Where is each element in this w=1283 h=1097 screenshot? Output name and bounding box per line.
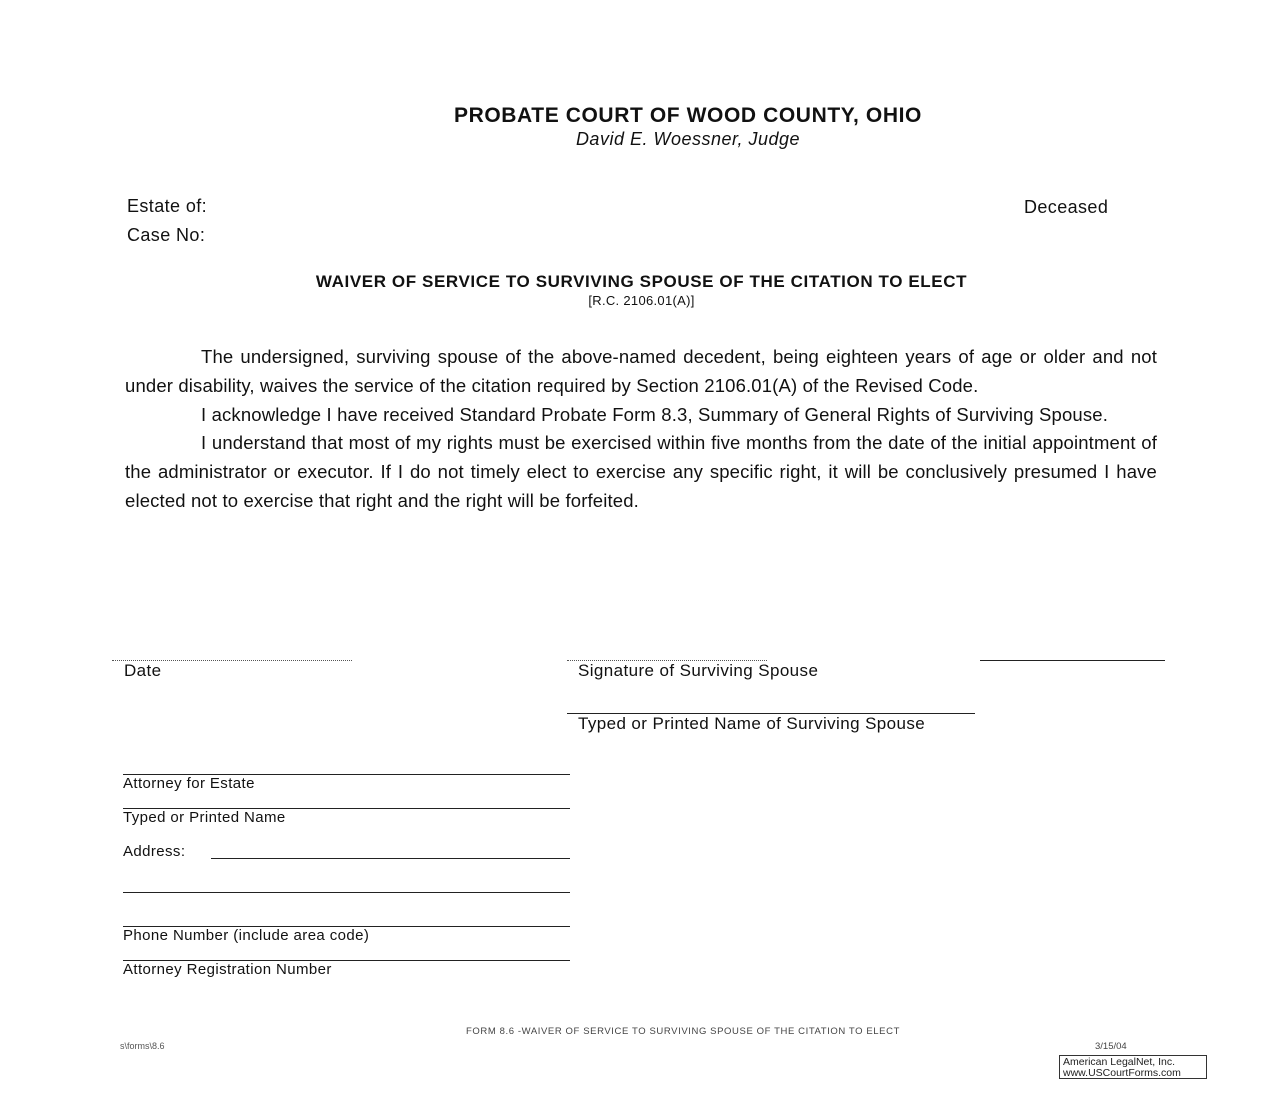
publisher-stamp: [1059, 1055, 1207, 1079]
statute-reference: [R.C. 2106.01(A)]: [588, 293, 695, 308]
date-label: Date: [124, 661, 162, 680]
publisher-url: www.USCourtForms.com: [1063, 1066, 1181, 1079]
footer-form-name: FORM 8.6 -WAIVER OF SERVICE TO SURVIVING SPOUSE OF THE CITATION TO ELECT: [465, 1026, 900, 1037]
estate-of-label: Estate of:: [127, 196, 208, 216]
case-number-label: Case No:: [127, 225, 206, 245]
attorney-for-estate-label: Attorney for Estate: [123, 775, 255, 792]
printed-name-label: Typed or Printed Name of Surviving Spouse: [578, 714, 926, 733]
phone-label: Phone Number (include area code): [123, 927, 370, 944]
address-line-2[interactable]: [123, 892, 570, 893]
publisher-name: American LegalNet, Inc.: [1063, 1056, 1176, 1068]
paragraph-understanding: I understand that most of my rights must be exercised within five months from the date of the initial appointment of the administrator or executor. If I do not timely elect to exercise any specific right, it will be conclusively presumed I have elected not to exercise that right and the right will be forfeited.: [125, 432, 1157, 511]
footer-revision-date: 3/15/04: [1095, 1041, 1127, 1052]
paragraph-waiver: The undersigned, surviving spouse of the above-named decedent, being eighteen years of age or older and not under disability, waives the service of the citation required by Section 2106.01(A) of the Revised Code.: [125, 346, 1157, 396]
registration-label: Attorney Registration Number: [123, 961, 332, 978]
form-body: [125, 343, 1157, 516]
address-line-1[interactable]: [211, 858, 570, 859]
footer-file-path: s\forms\8.6: [120, 1041, 165, 1051]
deceased-label: Deceased: [1024, 197, 1109, 217]
address-label: Address:: [123, 843, 186, 860]
court-title: PROBATE COURT OF WOOD COUNTY, OHIO: [453, 104, 922, 127]
paragraph-acknowledgment: I acknowledge I have received Standard Probate Form 8.3, Summary of General Rights of Surviving Spouse.: [201, 403, 1108, 425]
signature-label: Signature of Surviving Spouse: [578, 661, 819, 680]
signature-line-right[interactable]: [980, 660, 1165, 661]
form-title: WAIVER OF SERVICE TO SURVIVING SPOUSE OF THE CITATION TO ELECT: [315, 272, 968, 291]
judge-name: David E. Woessner, Judge: [575, 129, 801, 149]
attorney-printed-name-label: Typed or Printed Name: [123, 809, 286, 826]
